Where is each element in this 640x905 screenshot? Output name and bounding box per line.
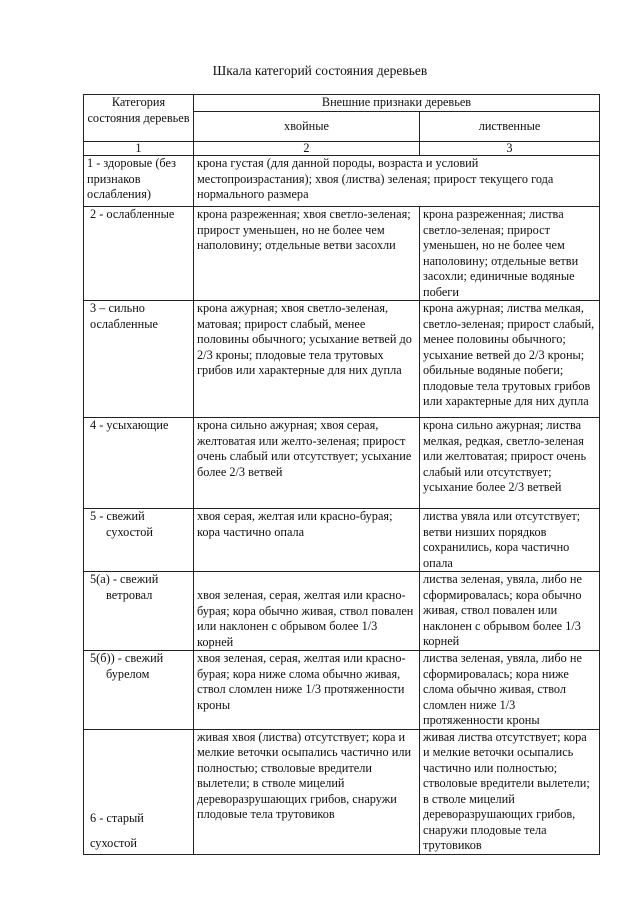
row-category-line-1: 5(б)) - свежий <box>90 651 164 665</box>
row-category-line-2: ослабленные <box>90 316 158 331</box>
row-category-line-2: сухостой <box>106 524 153 539</box>
row-category: 1 - здоровые (без признаков ослабления) <box>84 156 194 207</box>
table-row <box>84 156 600 207</box>
row-category: 4 - усыхающие <box>84 418 194 509</box>
row-conifers: хвоя серая, желтая или красно-бурая; кора частично опала <box>194 509 420 572</box>
header-signs: Внешние признаки деревьев <box>194 95 600 112</box>
row-category-line-2: ветровал <box>106 587 153 602</box>
table-row <box>84 207 600 301</box>
document-title: Шкала категорий состояния деревьев <box>212 63 428 78</box>
row-category <box>84 509 194 572</box>
row-conifers: крона сильно ажурная; хвоя серая, желтоватая или желто-зеленая; прирост очень слабый или отсутствует; усыхание более 2/3 ветвей <box>194 418 420 509</box>
table-row <box>84 509 600 572</box>
row-deciduous: крона сильно ажурная; листва мелкая, редкая, светло-зеленая или желтоватая; прирост очень слабый или отсутствует; усыхание более 2/3 ветвей <box>420 418 600 509</box>
row-signs-merged: крона густая (для данной породы, возраста и условий местопроизрастания); хвоя (листва) зеленая; прирост текущего года нормального размера <box>194 156 600 207</box>
row-category <box>84 651 194 730</box>
row-category-line-2: сухостой <box>90 836 137 850</box>
row-deciduous: листва зеленая, увяла, либо не сформировалась; кора ниже слома обычно живая, ствол сломлен ниже 1/3 протяженности кроны <box>420 651 600 730</box>
row-deciduous: живая листва отсутствует; кора и мелкие веточки осыпались частично или полностью; стволовые вредители вылетели; в стволе мицелий дереворазрушающих грибов, снаружи плодовые тела трутовиков <box>420 729 600 854</box>
row-category <box>84 572 194 651</box>
tree-condition-table <box>83 94 600 855</box>
table-row <box>84 572 600 651</box>
table-row <box>84 418 600 509</box>
table-row <box>84 729 600 854</box>
row-deciduous: крона разреженная; листва светло-зеленая; прирост уменьшен, но не более чем наполовину; отдельные ветви засохли; единичные водяные побеги <box>420 207 600 301</box>
row-conifers: крона ажурная; хвоя светло-зеленая, матовая; прирост слабый, менее половины обычного; усыхание ветвей до 2/3 кроны; плодовые тела трутовых грибов или характерные для них дупла <box>194 301 420 418</box>
header-row-1 <box>84 95 600 112</box>
row-category: 2 - ослабленные <box>84 207 194 301</box>
row-category-line-2: бурелом <box>106 666 150 681</box>
header-deciduous: лиственные <box>420 112 600 142</box>
row-category-line-1: 5(а) - свежий <box>90 572 159 586</box>
row-category-line-1: 5 - свежий <box>90 509 145 523</box>
row-conifers: живая хвоя (листва) отсутствует; кора и мелкие веточки осыпались частично или полностью; стволовые вредители вылетели; в стволе мицелий дереворазрушающих грибов, снаружи плодовые тела трутовиков <box>194 729 420 854</box>
row-conifers: крона разреженная; хвоя светло-зеленая; прирост уменьшен, но не более чем наполовину; отдельные ветви засохли <box>194 207 420 301</box>
table-row <box>84 301 600 418</box>
row-category <box>84 729 194 854</box>
col-number-2: 2 <box>194 142 420 156</box>
header-category: Категория состояния деревьев <box>84 95 194 142</box>
row-category-line-1: 6 - старый <box>90 810 144 825</box>
row-deciduous: крона ажурная; листва мелкая, светло-зеленая; прирост слабый, менее половины обычного; усыхание ветвей до 2/3 кроны; обильные водяные побеги; плодовые тела трутовых грибов или характерные для них дупла <box>420 301 600 418</box>
row-category <box>84 301 194 418</box>
col-number-3: 3 <box>420 142 600 156</box>
row-deciduous: листва увяла или отсутствует; ветви низших порядков сохранились, кора частично опала <box>420 509 600 572</box>
row-conifers: хвоя зеленая, серая, желтая или красно-бурая; кора ниже слома обычно живая, ствол сломлен ниже 1/3 протяженности кроны <box>194 651 420 730</box>
row-conifers: хвоя зеленая, серая, желтая или красно-бурая; кора обычно живая, ствол повален или наклонен с обрывом более 1/3 корней <box>194 572 420 651</box>
header-numbers <box>84 142 600 156</box>
row-deciduous: листва зеленая, увяла, либо не сформировалась; кора обычно живая, ствол повален или наклонен с обрывом более 1/3 корней <box>420 572 600 651</box>
col-number-1: 1 <box>84 142 194 156</box>
table-row <box>84 651 600 730</box>
row-category-line-1: 3 – сильно <box>90 301 145 315</box>
header-conifers: хвойные <box>194 112 420 142</box>
